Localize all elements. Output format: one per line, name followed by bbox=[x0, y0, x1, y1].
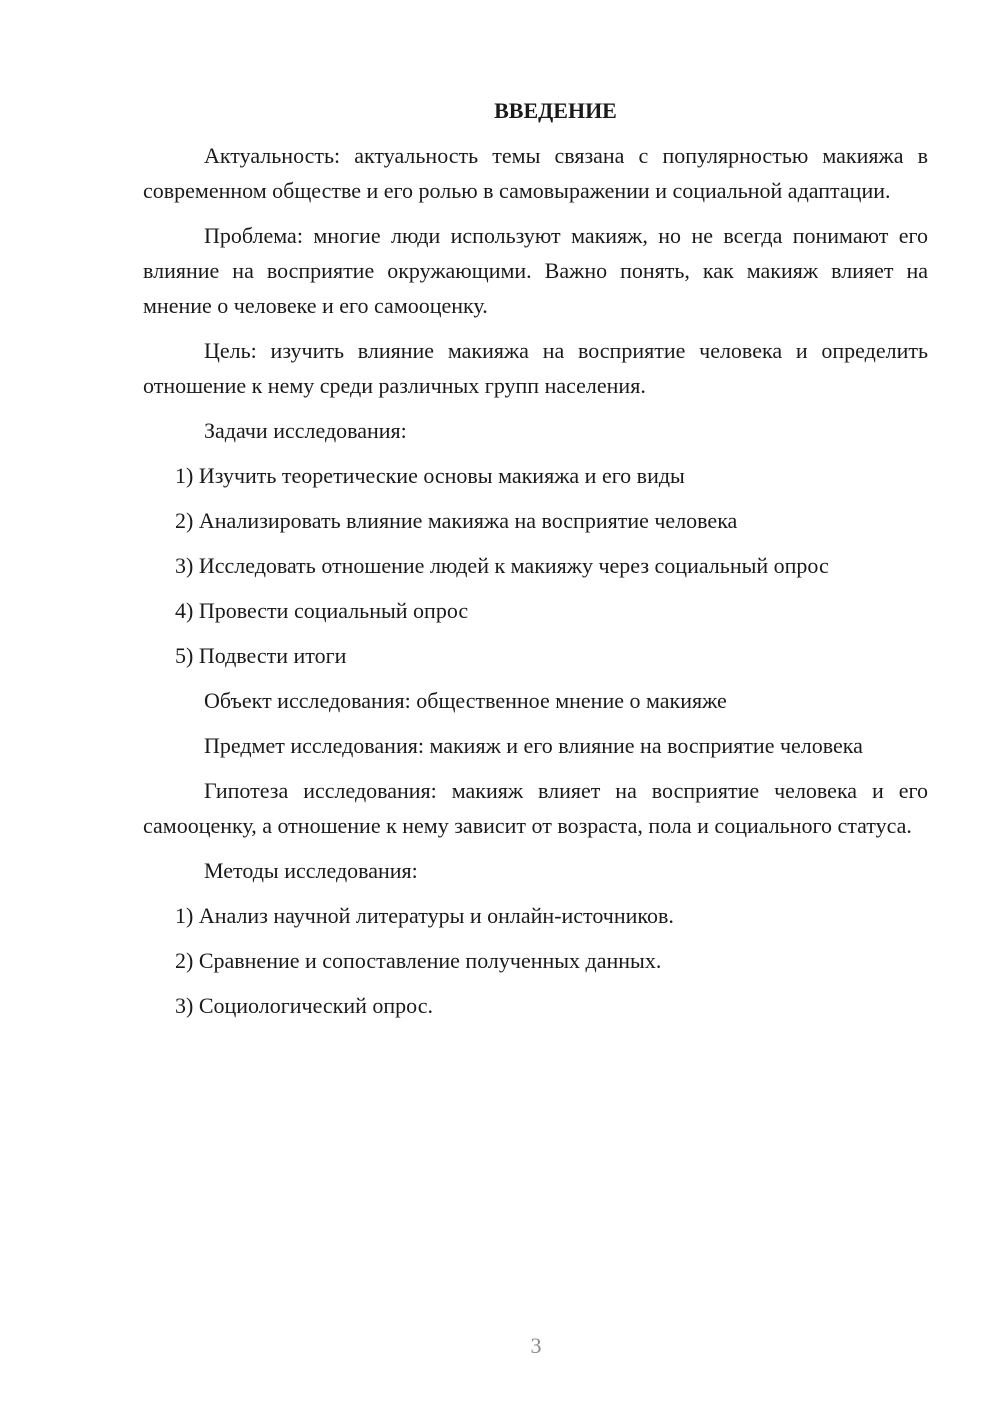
task-item: 3) Исследовать отношение людей к макияжу через социальный опрос bbox=[175, 553, 829, 578]
tasks-heading: Задачи исследования: bbox=[204, 418, 407, 443]
goal-paragraph: Цель: изучить влияние макияжа на восприятие человека и определить отношение к нему среди различных групп населения. bbox=[143, 338, 928, 398]
relevance-paragraph: Актуальность: актуальность темы связана с популярностью макияжа в современном обществе и его ролью в самовыражении и социальной адаптации. bbox=[143, 143, 928, 203]
methods-heading: Методы исследования: bbox=[204, 858, 418, 883]
task-item: 5) Подвести итоги bbox=[175, 643, 347, 668]
task-item: 4) Провести социальный опрос bbox=[175, 598, 469, 623]
subject-paragraph: Предмет исследования: макияж и его влияние на восприятие человека bbox=[204, 733, 863, 758]
method-item: 1) Анализ научной литературы и онлайн-источников. bbox=[175, 903, 674, 928]
object-paragraph: Объект исследования: общественное мнение о макияже bbox=[204, 688, 727, 713]
page-number: 3 bbox=[530, 1333, 542, 1358]
problem-paragraph: Проблема: многие люди используют макияж, но не всегда понимают его влияние на восприятие окружающими. Важно понять, как макияж влияет на мнение о человеке и его самооценку. bbox=[143, 223, 928, 318]
method-item: 2) Сравнение и сопоставление полученных данных. bbox=[175, 948, 662, 973]
method-item: 3) Социологический опрос. bbox=[175, 993, 433, 1018]
task-item: 2) Анализировать влияние макияжа на восприятие человека bbox=[175, 508, 738, 533]
task-item: 1) Изучить теоретические основы макияжа и его виды bbox=[175, 463, 685, 488]
page-content bbox=[143, 93, 928, 1033]
hypothesis-paragraph: Гипотеза исследования: макияж влияет на восприятие человека и его самооценку, а отношение к нему зависит от возраста, пола и социального статуса. bbox=[143, 778, 928, 838]
page-title: ВВЕДЕНИЕ bbox=[494, 98, 617, 123]
